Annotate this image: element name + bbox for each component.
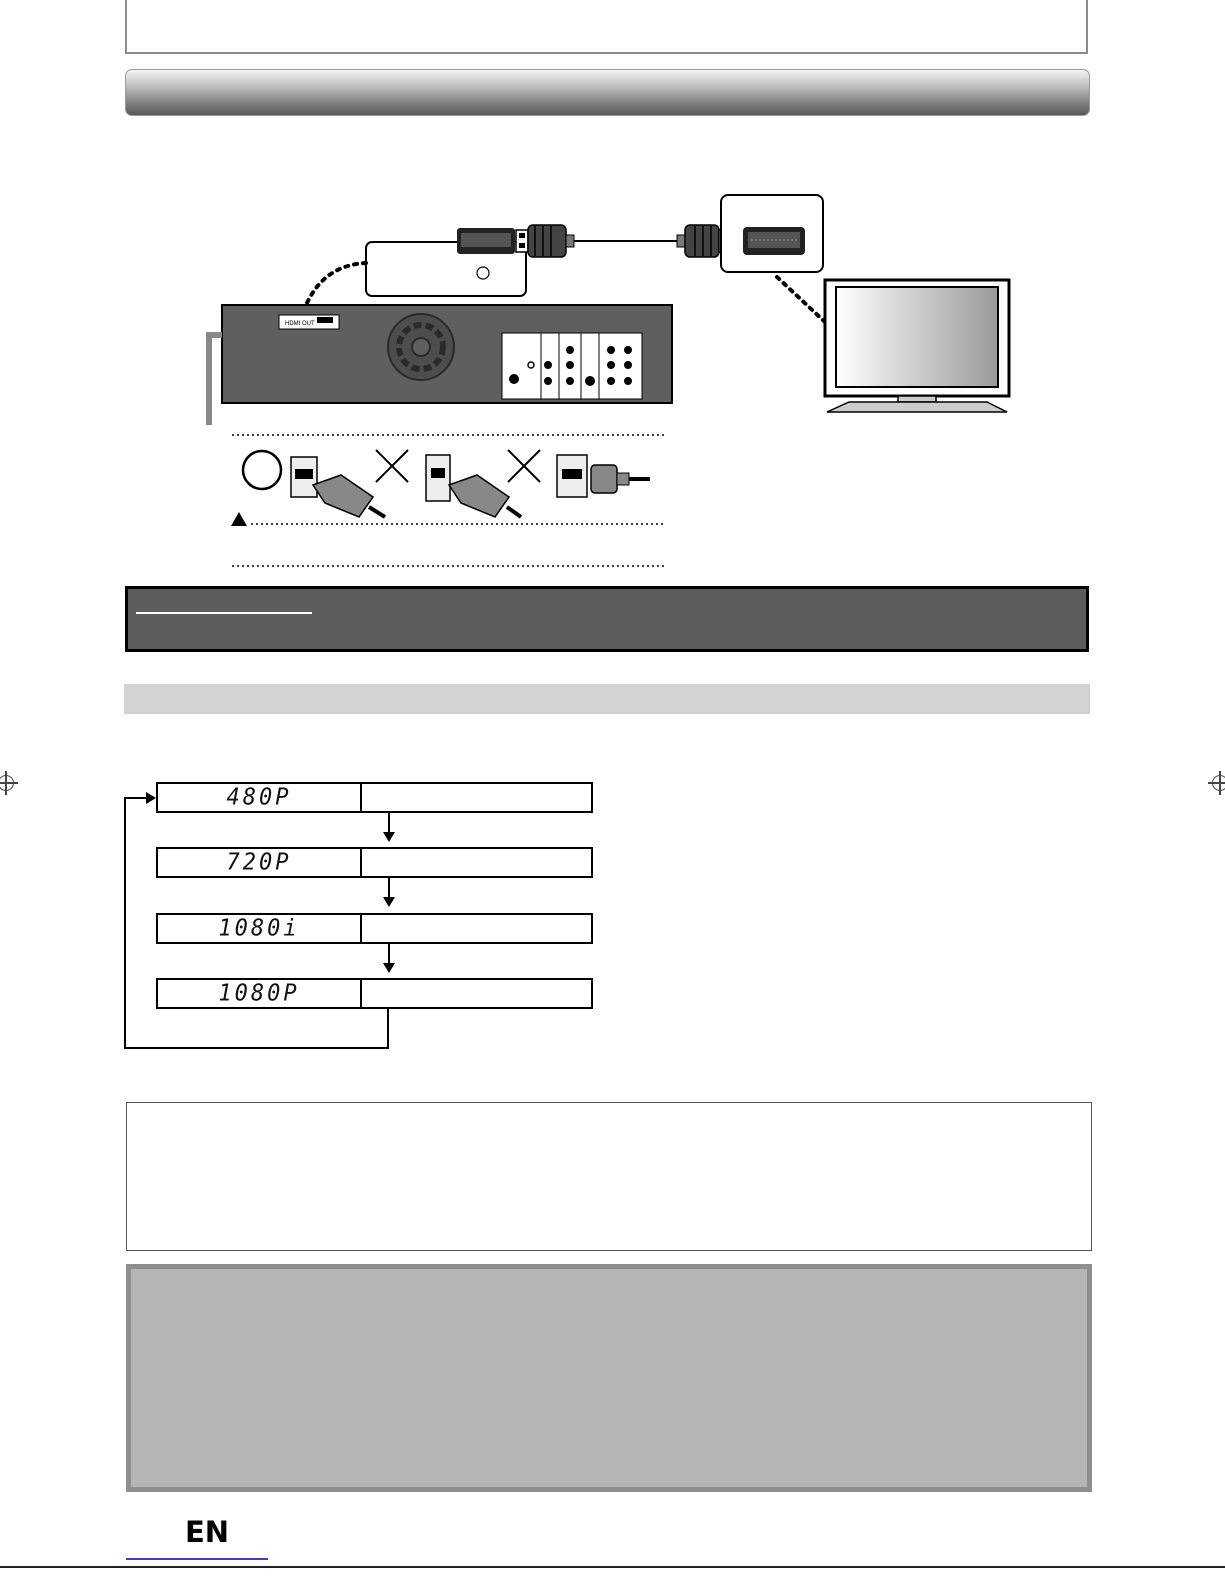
resolution-display: 1080i xyxy=(218,915,300,942)
recorder-hdmi-callout xyxy=(366,225,574,296)
section-header-bar xyxy=(124,684,1090,714)
registration-mark-right xyxy=(1212,775,1225,791)
recorder-rear-panel xyxy=(209,305,672,425)
hdmi-connection-diagram xyxy=(195,185,1035,585)
language-label: EN xyxy=(185,1515,230,1549)
correct-insertion-example xyxy=(243,451,385,517)
footer-link-underline[interactable] xyxy=(126,1558,268,1560)
resolution-display: 480P xyxy=(226,784,292,811)
notes-box xyxy=(126,1264,1092,1492)
note-bar xyxy=(125,586,1089,652)
section-title-bar xyxy=(125,69,1090,116)
resolution-display: 1080P xyxy=(218,980,300,1007)
tv-hdmi-callout xyxy=(721,195,823,272)
incorrect-insertion-example-1 xyxy=(376,450,521,517)
leader-line-tv xyxy=(777,277,825,322)
television xyxy=(825,280,1009,412)
down-arrow-icon xyxy=(383,944,395,973)
warning-icon xyxy=(231,512,247,526)
down-arrow-icon xyxy=(383,878,395,907)
down-arrow-icon xyxy=(383,813,395,842)
resolution-display: 720P xyxy=(226,849,292,876)
note-heading-underline xyxy=(136,612,312,614)
resolution-cycle-arrows xyxy=(120,780,400,1055)
hdmi-out-jack-label: HDMI OUT xyxy=(285,321,315,327)
incorrect-insertion-example-2 xyxy=(508,450,650,497)
leader-line-recorder xyxy=(307,263,366,303)
bottom-rule xyxy=(0,1566,1225,1568)
info-box xyxy=(126,1102,1092,1251)
registration-mark-left xyxy=(0,775,14,791)
loop-back-arrow-icon xyxy=(125,792,388,1048)
top-content-box xyxy=(125,0,1088,54)
